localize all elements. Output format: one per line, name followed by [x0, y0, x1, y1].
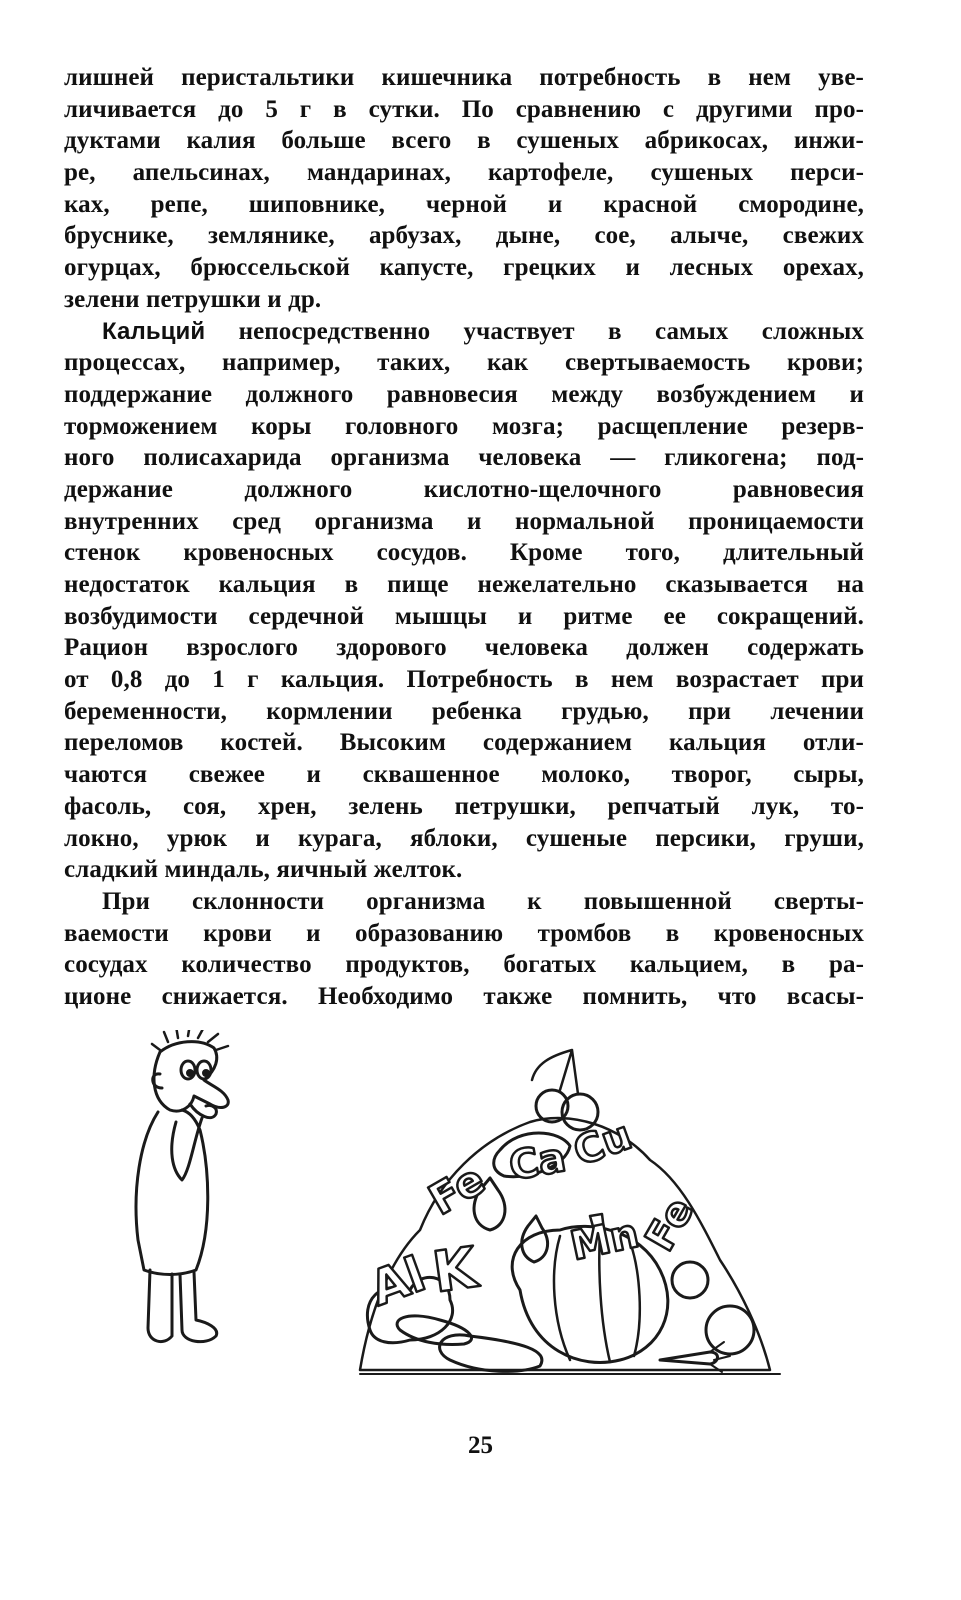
text-line: внутренних сред организма и нормальной проницаемости	[64, 507, 864, 535]
eggplant	[440, 1335, 542, 1372]
text-line: чаются свежее и сквашенное молоко, творог, сыры,	[64, 761, 864, 789]
text-line: недостаток кальция в пище нежелательно сказывается на	[64, 571, 864, 598]
text-line: поддержание должного равновесия между возбуждением и	[64, 380, 864, 408]
text-line: При склонности организма к повышенной сверты-	[102, 887, 864, 915]
text-line: стенок кровеносных сосудов. Кроме того, длительный	[64, 539, 864, 567]
text-line: переломов костей. Высоким содержанием кальция отли-	[64, 729, 864, 757]
element-label: Cu	[567, 1112, 638, 1176]
text-line: Рацион взрослого здорового человека должен содержать	[64, 634, 864, 662]
text-line: лишней перистальтики кишечника потребность в нем уве-	[64, 64, 864, 91]
element-label: Fe	[636, 1190, 704, 1259]
text-line: возбудимости сердечной мышцы и ритме ее сокращений.	[64, 602, 864, 630]
text-line: ре, апельсинах, мандаринах, картофеле, сушеных перси-	[64, 159, 864, 187]
man-hand	[190, 1104, 216, 1118]
text-line: ного полисахарида организма человека — гликогена; под-	[64, 444, 864, 472]
text-line: сладкий миндаль, яичный желток.	[64, 856, 463, 884]
text-line: дуктами калия больше всего в сушеных абрикосах, инжи-	[64, 127, 864, 155]
paragraph-potassium	[64, 62, 864, 316]
text-line: локно, урюк и курага, яблоки, сушеные персики, груши,	[64, 824, 864, 852]
text-line: ционе снижается. Необходимо также помнить, что всасы-	[64, 982, 864, 1010]
text-line	[64, 316, 864, 348]
text-line: ваемости крови и образованию тромбов в кровеносных	[64, 919, 864, 947]
text-line: беременности, кормлении ребенка грудью, при лечении	[64, 697, 864, 725]
text-line: бруснике, землянике, арбузах, дыне, сое, алыче, свежих	[64, 222, 864, 250]
man-hair	[152, 1030, 228, 1050]
element-label: K	[428, 1235, 481, 1306]
man-arm	[172, 1118, 202, 1180]
element-label: Mn	[566, 1210, 643, 1270]
keyword-calcium: Кальций	[102, 317, 206, 345]
text-line: держание должного кислотно-щелочного равновесия	[64, 475, 864, 503]
thinking-man-figure	[136, 1030, 228, 1342]
page-number: 25	[468, 1432, 493, 1459]
text-line: зелени петрушки и др.	[64, 285, 322, 313]
cartoon-illustration	[120, 1030, 810, 1390]
text-line: торможением коры головного мозга; расщепление резерв-	[64, 412, 864, 440]
food-pile	[360, 1050, 780, 1374]
body-text	[64, 62, 864, 1013]
text-line: процессах, например, таких, как свертываемость крови;	[64, 349, 864, 377]
carrot	[660, 1352, 718, 1364]
paragraph-calcium	[64, 316, 864, 886]
apple-2	[672, 1262, 708, 1298]
text-line-rest: непосредственно участвует в самых сложных	[205, 317, 864, 345]
element-label: Al	[362, 1246, 433, 1318]
text-line: огурцах, брюссельской капусте, грецких и лесных орехах,	[64, 254, 864, 282]
man-legs	[148, 1270, 217, 1342]
text-line: сосудах количество продуктов, богатых кальцием, в ра-	[64, 951, 864, 979]
paragraph-coagulation	[64, 886, 864, 1013]
text-line: фасоль, соя, хрен, зелень петрушки, репчатый лук, то-	[64, 792, 864, 820]
element-label: Fe	[420, 1154, 494, 1225]
man-ear	[153, 1074, 162, 1088]
text-line: личивается до 5 г в сутки. По сравнению с другими про-	[64, 95, 864, 123]
cherry-stems	[532, 1050, 578, 1094]
apple	[706, 1306, 754, 1354]
element-label: Ca	[505, 1134, 570, 1190]
text-line: от 0,8 до 1 г кальция. Потребность в нем возрастает при	[64, 666, 864, 694]
text-line: ках, репе, шиповнике, черной и красной смородине,	[64, 190, 864, 218]
